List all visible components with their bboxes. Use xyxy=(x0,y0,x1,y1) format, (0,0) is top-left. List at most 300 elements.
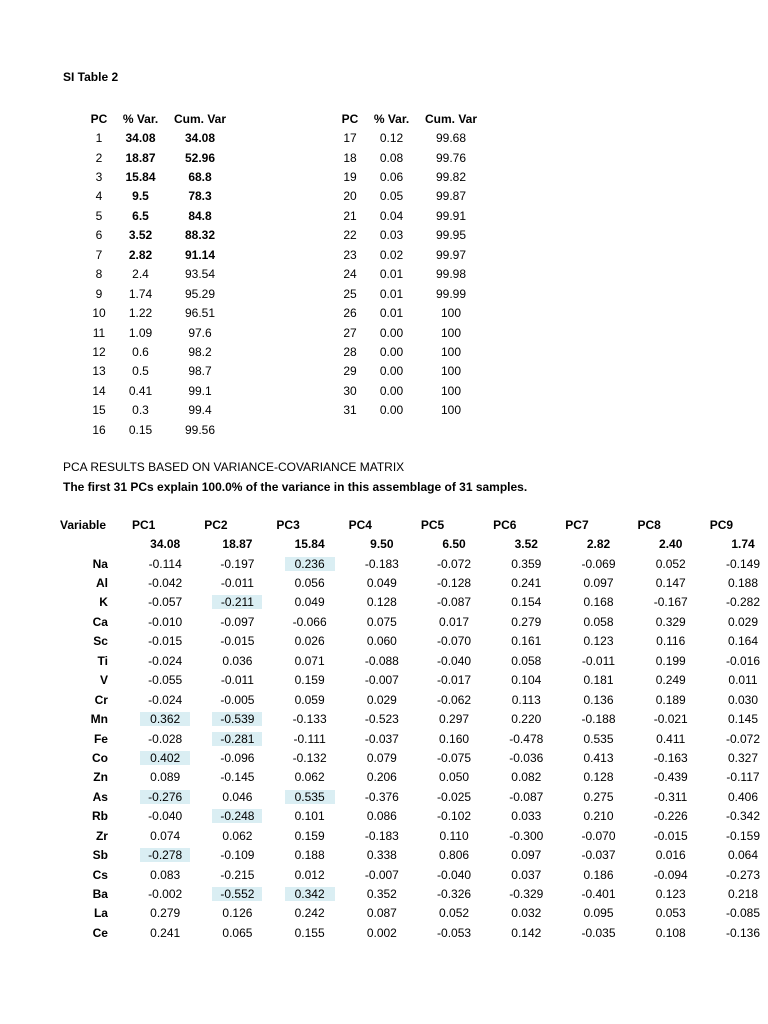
cum-var-value: 100 xyxy=(440,306,462,321)
variable-name: Zn xyxy=(93,770,108,785)
pc-number: 10 xyxy=(92,306,106,321)
pc-number: 20 xyxy=(343,189,357,204)
pct-var-value: 3.52 xyxy=(128,228,153,243)
loading-cell xyxy=(262,748,334,767)
loading-cell xyxy=(479,671,551,690)
loading-value: -0.066 xyxy=(292,614,327,629)
pc-number: 25 xyxy=(343,286,357,301)
loading-cell xyxy=(551,632,623,651)
loading-value: 0.199 xyxy=(655,653,686,668)
loading-cell xyxy=(479,612,551,631)
loading-cell xyxy=(407,884,479,903)
loading-value: -0.145 xyxy=(220,770,255,785)
loading-value: -0.183 xyxy=(364,556,399,571)
loading-cell xyxy=(262,904,334,923)
variance-row xyxy=(85,284,232,303)
loading-cell xyxy=(118,632,190,651)
loading-value: 0.329 xyxy=(655,614,686,629)
pc-number: 6 xyxy=(95,228,103,243)
loading-value: 0.012 xyxy=(294,867,325,882)
variance-row xyxy=(336,187,483,206)
loading-value: -0.011 xyxy=(220,673,254,688)
variance-table-left xyxy=(85,109,232,439)
variable-name: V xyxy=(99,673,108,688)
loading-cell xyxy=(262,709,334,728)
loading-value: -0.276 xyxy=(140,790,190,804)
loading-value: -0.096 xyxy=(220,750,255,765)
eigen-pct-value: 1.74 xyxy=(731,537,755,552)
pct-var-value: 0.03 xyxy=(379,228,404,243)
pct-var-value: 0.00 xyxy=(379,364,404,379)
cum-var-value: 68.8 xyxy=(188,170,212,185)
pc-number: 22 xyxy=(343,228,357,243)
loading-cell xyxy=(335,884,407,903)
pct-var-value: 34.08 xyxy=(125,131,156,146)
cum-var-value: 99.56 xyxy=(184,422,216,437)
loading-value: -0.037 xyxy=(364,731,399,746)
cum-var-value: 100 xyxy=(440,325,462,340)
variable-name: Co xyxy=(91,750,108,765)
loading-cell xyxy=(190,612,262,631)
loading-cell xyxy=(624,748,696,767)
loading-cell xyxy=(551,826,623,845)
pca-header-row xyxy=(60,515,768,534)
cum-var-value: 52.96 xyxy=(184,150,216,165)
loading-cell xyxy=(624,632,696,651)
loading-value: 0.032 xyxy=(511,906,542,921)
cum-var-value: 95.29 xyxy=(184,286,216,301)
variable-name: Zr xyxy=(95,828,108,843)
loading-cell xyxy=(190,923,262,942)
variance-row xyxy=(85,401,232,420)
pc-number: 30 xyxy=(343,383,357,398)
loading-cell xyxy=(407,671,479,690)
loading-value: 0.206 xyxy=(366,770,397,785)
variance-row xyxy=(85,187,232,206)
variance-row xyxy=(336,342,483,361)
pct-var-value: 0.05 xyxy=(379,189,404,204)
loading-value: 0.104 xyxy=(511,673,542,688)
eigen-pct-cell xyxy=(624,534,696,553)
loading-cell xyxy=(696,923,768,942)
loading-value: -0.007 xyxy=(364,867,399,882)
variance-row xyxy=(336,362,483,381)
pct-var-value: 0.00 xyxy=(379,403,404,418)
loading-cell xyxy=(190,651,262,670)
loading-value: -0.040 xyxy=(437,653,472,668)
loading-value: 0.160 xyxy=(439,731,470,746)
eigen-pct-cell xyxy=(407,534,479,553)
document-title: SI Table 2 xyxy=(63,70,119,84)
table-row xyxy=(60,573,768,592)
loading-value: -0.021 xyxy=(653,712,688,727)
header-pc6: PC6 xyxy=(493,517,517,532)
cum-var-value: 99.76 xyxy=(435,150,467,165)
loading-cell xyxy=(335,690,407,709)
loading-value: 0.065 xyxy=(222,925,253,940)
loading-cell xyxy=(479,807,551,826)
loading-cell xyxy=(624,593,696,612)
eigen-pct-value: 2.40 xyxy=(659,537,683,552)
variable-name: Sb xyxy=(92,848,108,863)
loading-value: -0.149 xyxy=(725,556,761,571)
loading-value: 0.062 xyxy=(222,828,253,843)
loading-value: -0.215 xyxy=(220,867,255,882)
pct-var-value: 0.02 xyxy=(379,247,404,262)
pct-var-value: 0.00 xyxy=(379,383,404,398)
loading-value: 0.154 xyxy=(511,595,542,610)
loading-cell xyxy=(262,612,334,631)
variable-name: Rb xyxy=(91,809,108,824)
variable-name: Sc xyxy=(93,634,108,649)
loading-cell xyxy=(262,690,334,709)
loading-cell xyxy=(551,554,623,573)
pct-var-value: 9.5 xyxy=(132,189,149,204)
loading-value: -0.040 xyxy=(437,867,472,882)
pct-var-value: 15.84 xyxy=(125,170,156,185)
loading-value: -0.167 xyxy=(653,595,688,610)
loading-value: 0.097 xyxy=(583,576,614,591)
loading-cell xyxy=(624,554,696,573)
loading-cell xyxy=(262,807,334,826)
loading-cell xyxy=(624,787,696,806)
loading-cell xyxy=(335,612,407,631)
loading-cell xyxy=(118,554,190,573)
pct-var-value: 0.08 xyxy=(379,150,404,165)
cum-var-value: 99.91 xyxy=(435,208,467,223)
loading-cell xyxy=(624,612,696,631)
loading-cell xyxy=(407,632,479,651)
table-row xyxy=(60,826,768,845)
loading-value: 0.049 xyxy=(366,576,397,591)
pc-number: 9 xyxy=(95,286,103,301)
loading-cell xyxy=(262,573,334,592)
loading-cell xyxy=(479,787,551,806)
loading-cell xyxy=(118,768,190,787)
loading-value: 0.186 xyxy=(583,867,614,882)
pc-number: 27 xyxy=(343,325,357,340)
loading-value: -0.088 xyxy=(364,653,399,668)
loading-cell xyxy=(696,904,768,923)
loading-cell xyxy=(696,593,768,612)
loading-value: 0.086 xyxy=(366,809,397,824)
pct-var-value: 2.82 xyxy=(128,247,153,262)
loading-cell xyxy=(551,748,623,767)
table-row xyxy=(60,787,768,806)
loading-cell xyxy=(551,573,623,592)
loading-value: -0.226 xyxy=(653,809,688,824)
loading-value: 0.161 xyxy=(511,634,542,649)
loading-value: 0.342 xyxy=(285,887,335,901)
header-pc: PC xyxy=(341,111,359,126)
cum-var-value: 91.14 xyxy=(184,247,216,262)
cum-var-value: 96.51 xyxy=(184,306,216,321)
loading-cell xyxy=(551,651,623,670)
loading-cell xyxy=(407,904,479,923)
loading-cell xyxy=(118,904,190,923)
table-row xyxy=(60,807,768,826)
loading-cell xyxy=(624,845,696,864)
loading-cell xyxy=(696,787,768,806)
loading-value: 0.806 xyxy=(439,848,470,863)
eigen-pct-value: 6.50 xyxy=(442,537,466,552)
loading-value: 0.036 xyxy=(222,653,253,668)
loading-value: 0.011 xyxy=(728,673,758,688)
loading-value: 0.062 xyxy=(294,770,325,785)
loading-value: 0.236 xyxy=(285,557,335,571)
loading-cell xyxy=(407,787,479,806)
loading-value: -0.300 xyxy=(509,828,544,843)
loading-value: -0.087 xyxy=(509,789,544,804)
variance-row xyxy=(336,323,483,342)
loading-value: -0.025 xyxy=(437,789,472,804)
loading-cell xyxy=(696,632,768,651)
loading-value: -0.085 xyxy=(725,906,761,921)
loading-cell xyxy=(696,651,768,670)
loading-cell xyxy=(262,787,334,806)
eigen-pct-value: 2.82 xyxy=(586,537,611,552)
loading-value: -0.062 xyxy=(437,692,472,707)
loading-value: -0.035 xyxy=(581,925,616,940)
loading-cell xyxy=(190,865,262,884)
pc-number: 7 xyxy=(95,247,103,262)
table-row xyxy=(60,884,768,903)
loading-cell xyxy=(407,709,479,728)
loading-value: -0.017 xyxy=(437,673,472,688)
loading-value: -0.552 xyxy=(212,887,262,901)
pc-number: 17 xyxy=(343,131,357,146)
loading-value: -0.376 xyxy=(364,789,399,804)
loading-cell xyxy=(407,651,479,670)
pct-var-value: 0.3 xyxy=(132,403,149,418)
loading-cell xyxy=(118,923,190,942)
loading-cell xyxy=(262,865,334,884)
loading-cell xyxy=(407,729,479,748)
variance-row xyxy=(85,167,232,186)
table-row xyxy=(60,612,768,631)
variable-name: Ce xyxy=(92,925,108,940)
loading-cell xyxy=(479,923,551,942)
loading-value: -0.342 xyxy=(725,809,761,824)
loading-value: -0.281 xyxy=(212,732,262,746)
cum-var-value: 98.2 xyxy=(188,344,212,359)
variance-header-row xyxy=(336,109,483,128)
loading-cell xyxy=(407,748,479,767)
variance-row xyxy=(85,342,232,361)
variance-row xyxy=(85,245,232,264)
variable-name: Ti xyxy=(97,653,108,668)
loading-cell xyxy=(190,593,262,612)
loading-value: -0.010 xyxy=(148,614,183,629)
loading-value: 0.016 xyxy=(655,848,686,863)
pct-var-value: 0.5 xyxy=(132,364,149,379)
loading-cell xyxy=(696,690,768,709)
loading-value: 0.242 xyxy=(294,906,325,921)
loading-cell xyxy=(118,690,190,709)
loading-value: 0.059 xyxy=(294,692,325,707)
loading-value: -0.163 xyxy=(653,750,688,765)
loading-cell xyxy=(407,690,479,709)
variance-row xyxy=(85,265,232,284)
loading-cell xyxy=(190,845,262,864)
pc-number: 23 xyxy=(343,247,357,262)
eigen-pct-cell xyxy=(190,534,262,553)
loading-value: 0.402 xyxy=(140,751,190,765)
loading-value: 0.535 xyxy=(285,790,335,804)
variable-name: Na xyxy=(92,556,108,571)
loading-cell xyxy=(118,729,190,748)
loading-cell xyxy=(551,671,623,690)
loading-value: 0.029 xyxy=(366,692,397,707)
loading-value: 0.275 xyxy=(583,789,614,804)
cum-var-value: 99.97 xyxy=(435,247,467,262)
loading-cell xyxy=(551,865,623,884)
loading-cell xyxy=(335,807,407,826)
loading-cell xyxy=(407,554,479,573)
loading-cell xyxy=(479,768,551,787)
loading-value: -0.282 xyxy=(725,595,761,610)
pct-var-value: 0.01 xyxy=(379,267,404,282)
pc-number: 13 xyxy=(92,364,106,379)
variance-row xyxy=(336,401,483,420)
loading-cell xyxy=(262,554,334,573)
cum-var-value: 99.87 xyxy=(435,189,467,204)
loading-value: 0.123 xyxy=(655,887,686,902)
loading-value: -0.015 xyxy=(653,828,688,843)
loading-value: 0.188 xyxy=(727,576,759,591)
loading-cell xyxy=(551,612,623,631)
loading-value: -0.024 xyxy=(148,692,183,707)
loading-value: 0.064 xyxy=(727,848,759,863)
variable-name: Ca xyxy=(92,614,108,629)
pct-var-value: 0.41 xyxy=(128,383,153,398)
loading-cell xyxy=(118,826,190,845)
loading-value: 0.030 xyxy=(727,692,759,707)
loading-cell xyxy=(407,768,479,787)
cum-var-value: 100 xyxy=(440,344,462,359)
pc-number: 11 xyxy=(92,325,106,340)
loading-cell xyxy=(335,904,407,923)
loading-value: 0.002 xyxy=(366,925,397,940)
loading-cell xyxy=(551,884,623,903)
pca-eigen-row xyxy=(60,534,768,553)
loading-value: -0.002 xyxy=(148,887,183,902)
loading-value: -0.075 xyxy=(437,750,472,765)
header-pc4: PC4 xyxy=(348,517,372,532)
pca-subheading: The first 31 PCs explain 100.0% of the variance in this assemblage of 31 samples. xyxy=(63,480,528,494)
loading-value: -0.278 xyxy=(140,848,190,862)
loading-value: -0.133 xyxy=(292,712,327,727)
variance-row xyxy=(336,245,483,264)
eigen-row-label xyxy=(60,534,118,553)
cum-var-value: 93.54 xyxy=(184,267,216,282)
variable-name: K xyxy=(99,595,108,610)
loading-cell xyxy=(262,768,334,787)
loading-cell xyxy=(479,709,551,728)
pc-number: 18 xyxy=(343,150,357,165)
loading-cell xyxy=(696,612,768,631)
loading-cell xyxy=(335,709,407,728)
cum-var-value: 99.98 xyxy=(435,267,467,282)
loading-cell xyxy=(479,632,551,651)
loading-cell xyxy=(118,671,190,690)
loading-cell xyxy=(335,748,407,767)
loading-cell xyxy=(624,904,696,923)
variance-header-row xyxy=(85,109,232,128)
loading-cell xyxy=(624,826,696,845)
variable-name: Mn xyxy=(90,712,108,727)
loading-value: 0.168 xyxy=(583,595,614,610)
loading-cell xyxy=(262,884,334,903)
loading-cell xyxy=(335,632,407,651)
loading-cell xyxy=(407,865,479,884)
pct-var-value: 1.22 xyxy=(128,306,153,321)
loading-value: -0.011 xyxy=(581,653,616,668)
header-pc: PC xyxy=(90,111,108,126)
loading-value: 0.413 xyxy=(583,750,614,765)
pct-var-value: 1.09 xyxy=(128,325,153,340)
loading-value: -0.188 xyxy=(581,712,616,727)
loading-cell xyxy=(118,573,190,592)
pca-heading: PCA RESULTS BASED ON VARIANCE-COVARIANCE MATRIX xyxy=(63,460,405,474)
loading-value: 0.082 xyxy=(511,770,542,785)
loading-cell xyxy=(624,729,696,748)
pct-var-value: 0.12 xyxy=(379,131,404,146)
pct-var-value: 0.06 xyxy=(379,170,404,185)
loading-value: 0.075 xyxy=(366,614,397,629)
loading-value: 0.241 xyxy=(150,925,181,940)
loading-cell xyxy=(479,593,551,612)
pc-number: 1 xyxy=(95,131,103,146)
pct-var-value: 2.4 xyxy=(132,267,149,282)
cum-var-value: 99.99 xyxy=(435,286,467,301)
cum-var-value: 99.1 xyxy=(188,383,212,398)
loading-cell xyxy=(551,923,623,942)
loading-cell xyxy=(335,671,407,690)
loading-cell xyxy=(407,573,479,592)
loading-value: -0.401 xyxy=(581,887,616,902)
loading-cell xyxy=(262,923,334,942)
loading-value: 0.155 xyxy=(294,925,325,940)
loading-cell xyxy=(118,865,190,884)
pc-number: 16 xyxy=(92,422,106,437)
pc-number: 28 xyxy=(343,344,357,359)
loading-value: 0.123 xyxy=(583,634,614,649)
loading-cell xyxy=(335,768,407,787)
variance-row xyxy=(336,128,483,147)
loading-cell xyxy=(696,729,768,748)
loading-cell xyxy=(118,709,190,728)
table-row xyxy=(60,593,768,612)
loading-cell xyxy=(190,807,262,826)
loading-cell xyxy=(479,904,551,923)
eigen-pct-cell xyxy=(262,534,334,553)
loading-value: 0.095 xyxy=(583,906,614,921)
loading-value: 0.058 xyxy=(511,653,542,668)
eigen-pct-value: 3.52 xyxy=(514,537,538,552)
pct-var-value: 0.6 xyxy=(132,344,149,359)
loading-cell xyxy=(696,709,768,728)
header-pc7: PC7 xyxy=(565,517,589,532)
loading-cell xyxy=(551,807,623,826)
variance-row xyxy=(336,265,483,284)
loading-cell xyxy=(696,807,768,826)
loading-value: -0.111 xyxy=(293,731,326,746)
variance-row xyxy=(336,284,483,303)
variable-name: As xyxy=(92,789,108,804)
cum-var-value: 100 xyxy=(440,403,462,418)
loading-value: 0.181 xyxy=(583,673,614,688)
